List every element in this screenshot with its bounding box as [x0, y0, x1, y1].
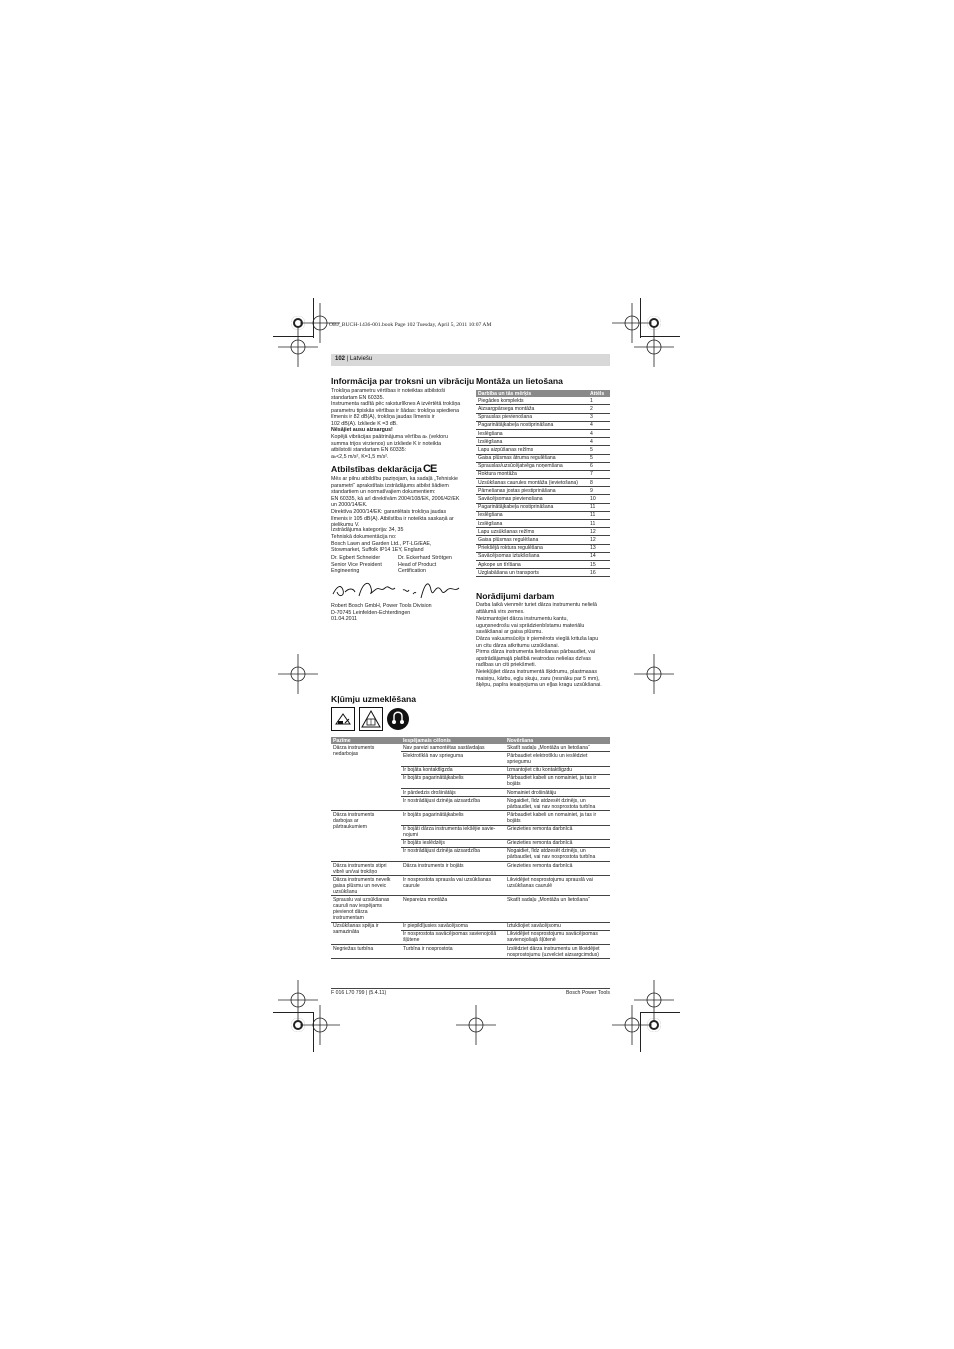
table-row — [476, 421, 610, 429]
remedy-cell: Nogaidiet, līdz atdzesēt dzinējs, un pārbaudiet, vai nav nosprostota turbīna — [505, 847, 610, 861]
page-header — [335, 356, 372, 362]
table-row — [331, 744, 610, 752]
cause-cell: Ir bojāts pagarinātājkabelis — [401, 774, 505, 788]
action-cell: Aizsargpārsega montāža — [476, 405, 588, 413]
crop-mark — [640, 336, 680, 337]
action-cell: Gaisa plūsmas ātruma regulēšana — [476, 454, 588, 462]
remedy-cell: Skatīt sadaļu „Montāža un lietošana“ — [505, 896, 610, 922]
figure-cell: 4 — [588, 438, 610, 446]
cause-cell: Elektrotīklā nav sprieguma — [401, 752, 505, 766]
table-row — [476, 552, 610, 560]
action-cell: Uzglabāšana un transports — [476, 569, 588, 577]
footer-brand: Bosch Power Tools — [565, 990, 610, 996]
header-language: Latviešu — [349, 356, 373, 362]
action-cell: Savācējsomas iztukšošana — [476, 552, 588, 560]
figure-cell: 10 — [588, 495, 610, 503]
remedy-cell: Pārbaudiet kabeli un nomainiet, ja tas ir bojāts — [505, 811, 610, 825]
figure-cell: 7 — [588, 470, 610, 478]
signatory-right: Dr. Eckerhard Strötgen Head of Product Certification — [398, 555, 452, 575]
cause-cell: Ir nostrādājusi dzinēja aizsardzība — [401, 797, 505, 811]
manufacturer-address: Robert Bosch GmbH, Power Tools Division D-70745 Leinfelden-Echterdingen 01.04.2011 — [331, 603, 432, 623]
table-row — [476, 454, 610, 462]
table-row — [476, 462, 610, 470]
work-tips-paragraph-4: Neiekļūjiet dārza instrumentā šķidrumu, plastmasas maisiņu, kārbu, egļu skuju, zaru (resnāku par 5 mm), šķēpu, papīra iesaiņojuma un eļļas kragu uzsūkšanai. — [476, 669, 602, 689]
table-row — [331, 922, 610, 930]
table-row — [476, 397, 610, 405]
technical-documentation: Tehniskā dokumentācija no: Bosch Lawn and Garden Ltd., PT-LG/EAE, Stowmarket, Suffolk IP14 1EY, England — [331, 534, 432, 554]
page-header-bar — [331, 354, 610, 366]
noise-warning: Nēsājiet ausu aizsargus! — [331, 427, 393, 433]
table-row — [476, 446, 610, 454]
action-cell: Priekšējā roktura regulēšana — [476, 544, 588, 552]
action-cell: Sprauslas/uzsūcējatvēga noņemšana — [476, 462, 588, 470]
assembly-title: Montāža un lietošana — [476, 376, 563, 386]
table-row — [476, 536, 610, 544]
remedy-cell: Likvidējiet nosprostojumu savācējsomas savienojošajā šļūtenē — [505, 930, 610, 944]
table-row — [476, 438, 610, 446]
symptom-cell: Dārza instruments stipri vibrē un/vai trokšņo — [331, 862, 401, 876]
table-header-row — [476, 390, 610, 397]
figure-cell: 6 — [588, 462, 610, 470]
symptom-cell: Negriežas turbīna — [331, 945, 401, 959]
figure-cell: 3 — [588, 413, 610, 421]
figure-cell: 15 — [588, 560, 610, 568]
action-cell: Roktura montāža — [476, 470, 588, 478]
remedy-cell: Likvidējiet nosprostojumu sprauslā vai uzsūkšanas caurulē — [505, 876, 610, 896]
column-header-remedy: Novēršana — [505, 737, 610, 744]
column-header-figure: Attēls — [588, 390, 610, 397]
crosshair-icon — [612, 1005, 652, 1045]
action-cell: Piegādes komplekts — [476, 397, 588, 405]
figure-cell: 5 — [588, 454, 610, 462]
table-row — [476, 495, 610, 503]
figure-cell: 11 — [588, 520, 610, 528]
figure-cell: 2 — [588, 405, 610, 413]
symptom-cell: Uzsūkšanas spēja ir samazināta — [331, 922, 401, 944]
symptom-cell: Dārza instruments nevelk gaisa plūsmu un neveic uzsūkšanu — [331, 876, 401, 896]
table-row — [331, 811, 610, 825]
table-row — [476, 429, 610, 437]
assembly-table — [476, 390, 610, 577]
figure-cell: 14 — [588, 552, 610, 560]
table-row — [331, 896, 610, 922]
remedy-cell: Izslēdziet dārza instrumentu un likvidējiet nosprostojumu (uzvelciet aizsargcimdus) — [505, 945, 610, 959]
table-row — [476, 511, 610, 519]
figure-cell: 11 — [588, 511, 610, 519]
table-row — [476, 520, 610, 528]
cause-cell: Nav pareizi samontētas sastāvdaļas — [401, 744, 505, 752]
table-row — [331, 945, 610, 959]
remedy-cell: Izmantojiet citu kontaktligzdu — [505, 766, 610, 774]
column-header-action: Darbība un tās mērķis — [476, 390, 588, 397]
cause-cell: Ir pārdedzis drošinātājs — [401, 788, 505, 796]
crosshair-icon — [612, 303, 652, 343]
symptom-cell: Sprauslu vai uzsūkšanas cauruli nav iespējams pievienot dārza instrumentam — [331, 896, 401, 922]
work-tips-title: Norādījumi darbam — [476, 591, 555, 601]
work-tips-paragraph-2: Neizmantojiet dārza instrumentu kantu, uguņsnedrošu vai sprādzienbīstamu materiālu savākšanai ar gaisa plūsmu. — [476, 616, 585, 636]
signatures-icon — [331, 578, 461, 602]
table-row — [476, 479, 610, 487]
cause-cell: Ir bojāta kontaktligzda — [401, 766, 505, 774]
crop-mark — [640, 1012, 680, 1013]
cause-cell: Ir piepildījusies savācējsoma — [401, 922, 505, 930]
remedy-cell: Iztukšojiet savācējsomu — [505, 922, 610, 930]
cause-cell: Ir nosprostota sprausla vai uzsūkšanas caurule — [401, 876, 505, 896]
product-category: Izstrādājuma kategorija: 34, 35 — [331, 527, 404, 533]
cause-cell: Ir nostrādājusi dzinēja aizsardzība — [401, 847, 505, 861]
crop-mark — [313, 1012, 314, 1052]
noise-paragraph-2: Instrumenta radītā pēc raksturlīknes A izvērtētā trokšņa parametru tipiskās vērtības ir šādas: trokšņa spiediena līmenis ir 82 dB(A), trokšņa jaudas līmenis ir 102 dB(A). Izkliede K =3 dB. — [331, 401, 461, 427]
figure-cell: 13 — [588, 544, 610, 552]
table-row — [476, 405, 610, 413]
table-row — [476, 470, 610, 478]
cause-cell: Ir bojāts pagarinātājkabelis — [401, 811, 505, 825]
figure-cell: 12 — [588, 536, 610, 544]
crosshair-icon — [456, 1005, 496, 1045]
remedy-cell: Skatīt sadaļu „Montāža un lietošana“ — [505, 744, 610, 752]
figure-cell: 8 — [588, 479, 610, 487]
action-cell: Lapu aizpūšanas režīms — [476, 446, 588, 454]
print-slug: OBJ_BUCH-1436-001.book Page 102 Tuesday, April 5, 2011 10:07 AM — [329, 322, 492, 328]
ce-mark-icon: CE — [423, 463, 437, 475]
crop-mark — [273, 336, 313, 337]
action-cell: Sprauslas pievienošana — [476, 413, 588, 421]
crop-mark — [640, 1012, 641, 1052]
noise-paragraph-3: Kopējā vibrācijas paātrinājuma vērtība aₕ (vektoru summa trijos virzienos) un izkliede K ir noteikta atbilstoši standartam EN 60335: aₕ<2,5 m/s², K=1,5 m/s². — [331, 434, 448, 460]
table-row — [476, 569, 610, 577]
noise-title: Informācija par troksni un vibrāciju — [331, 376, 475, 386]
figure-cell: 9 — [588, 487, 610, 495]
figure-cell: 11 — [588, 503, 610, 511]
remedy-cell: Griezieties remonta darbnīcā — [505, 862, 610, 876]
footer-rule — [331, 988, 610, 989]
cause-cell: Nepareiza montāža — [401, 896, 505, 922]
remedy-cell: Pārbaudiet kabeli un nomainiet, ja tas ir bojāts — [505, 774, 610, 788]
table-row — [476, 560, 610, 568]
table-row — [476, 413, 610, 421]
footer-document-number: F 016 L70 799 | (5.4.11) — [331, 990, 387, 996]
crop-mark — [640, 298, 641, 338]
troubleshooting-title: Kļūmju uzmeklēšana — [331, 694, 417, 704]
conformity-title: Atbilstības deklarācija — [331, 464, 422, 474]
action-cell: Gaisa plūsmas regulēšana — [476, 536, 588, 544]
figure-cell: 4 — [588, 421, 610, 429]
remedy-cell: Nogaidiet, līdz atdzesēt dzinējs, un pārbaudiet, vai nav nosprostota turbīna — [505, 797, 610, 811]
manual-instruction-icon — [359, 707, 383, 731]
symptom-cell: Dārza instruments nedarbojas — [331, 744, 401, 811]
figure-cell: 16 — [588, 569, 610, 577]
remedy-cell: Pārbaudiet elektrotīklu un ieslēdziet spriegumu — [505, 752, 610, 766]
action-cell: Apkope un tīrīšana — [476, 560, 588, 568]
figure-cell: 12 — [588, 528, 610, 536]
table-row — [476, 503, 610, 511]
action-cell: Pagarinātājkabeļa nostiprināšana — [476, 503, 588, 511]
column-header-symptom: Pazīme — [331, 737, 401, 744]
work-tips-paragraph-3: Dārza vakuumsūcējs ir piemērots vieglā krituša lapu un citu dārza atkritumu uzsūkšanai. Pirms dārza instrumenta lietošanas pārbaudiet, vai apstrādājamajā platībā neatrodas nelielas dzīvas radības un citi priekšmeti. — [476, 636, 599, 669]
crosshair-icon — [278, 654, 318, 694]
signatory-left: Dr. Egbert Schneider Senior Vice President Engineering — [331, 555, 382, 575]
cause-cell: Dārza instruments ir bojāts — [401, 862, 505, 876]
action-cell: Pārnešanas jostas piestiprināšana — [476, 487, 588, 495]
figure-cell: 1 — [588, 397, 610, 405]
table-row — [476, 487, 610, 495]
remedy-cell: Nomainiet drošinātāju — [505, 788, 610, 796]
table-row — [331, 876, 610, 896]
action-cell: Izslēgšana — [476, 520, 588, 528]
hearing-protection-icon — [387, 707, 409, 731]
cause-cell: Ir bojāts ieslēdzējs — [401, 839, 505, 847]
action-cell: Pagarinātājkabeļa nostiprināšana — [476, 421, 588, 429]
remedy-cell: Griezieties remonta darbnīcā — [505, 839, 610, 847]
table-header-row — [331, 737, 610, 744]
table-row — [476, 544, 610, 552]
action-cell: Ieslēgšana — [476, 511, 588, 519]
page-number: 102 — [335, 356, 346, 362]
cause-cell: Ir nosprostota savācējsomas savienojošā šļūtene — [401, 930, 505, 944]
action-cell: Savācējsomas pievienošana — [476, 495, 588, 503]
figure-cell: 4 — [588, 429, 610, 437]
work-tips-paragraph-1: Darba laikā vienmēr turiet dārza instrumentu nelielā attālumā virs zemes. — [476, 602, 598, 615]
crop-mark — [313, 298, 314, 338]
troubleshooting-table — [331, 737, 610, 959]
header-separator: | — [346, 356, 349, 362]
noise-paragraph-1: Trokšņa parametru vērtības ir noteiktas atbilstoši standartam EN 60335. — [331, 388, 446, 401]
unplug-instruction-icon — [331, 707, 355, 731]
table-row — [331, 862, 610, 876]
action-cell: Ieslēgšana — [476, 429, 588, 437]
figure-cell: 5 — [588, 446, 610, 454]
action-cell: Lapu uzsūkšanas režīms — [476, 528, 588, 536]
conformity-paragraph-1: Mēs ar pilnu atbildību paziņojam, ka sadaļā „Tehniskie parametri“ aprakstītais izstrādājums atbilst šādiem standartiem un normatīvajiem dokumentiem: EN 60335, kā arī direktīvām 2004/108/EK, 2006/42/EK un 2000/14/EK. Direktīva 2000/14/EK: garantētais trokšņa jaudas līmenis ir 105 dB(A). Atbilstība ir noteikta saskaņā ar pielikumu V. — [331, 476, 460, 529]
cause-cell: Turbīna ir nosprostota — [401, 945, 505, 959]
crosshair-icon — [300, 1005, 340, 1045]
crosshair-icon — [634, 654, 674, 694]
remedy-cell: Griezieties remonta darbnīcā — [505, 825, 610, 839]
table-row — [476, 528, 610, 536]
crop-mark — [273, 1012, 313, 1013]
symptom-cell: Dārza instruments darbojas ar pārtraukumiem — [331, 811, 401, 862]
column-header-cause: Iespējamais cēlonis — [401, 737, 505, 744]
cause-cell: Ir bojāti dārza instrumenta iekšējie savie- nojumi — [401, 825, 505, 839]
action-cell: Uzsūkšanas caurules montāža (ievietošana) — [476, 479, 588, 487]
action-cell: Izslēgšana — [476, 438, 588, 446]
